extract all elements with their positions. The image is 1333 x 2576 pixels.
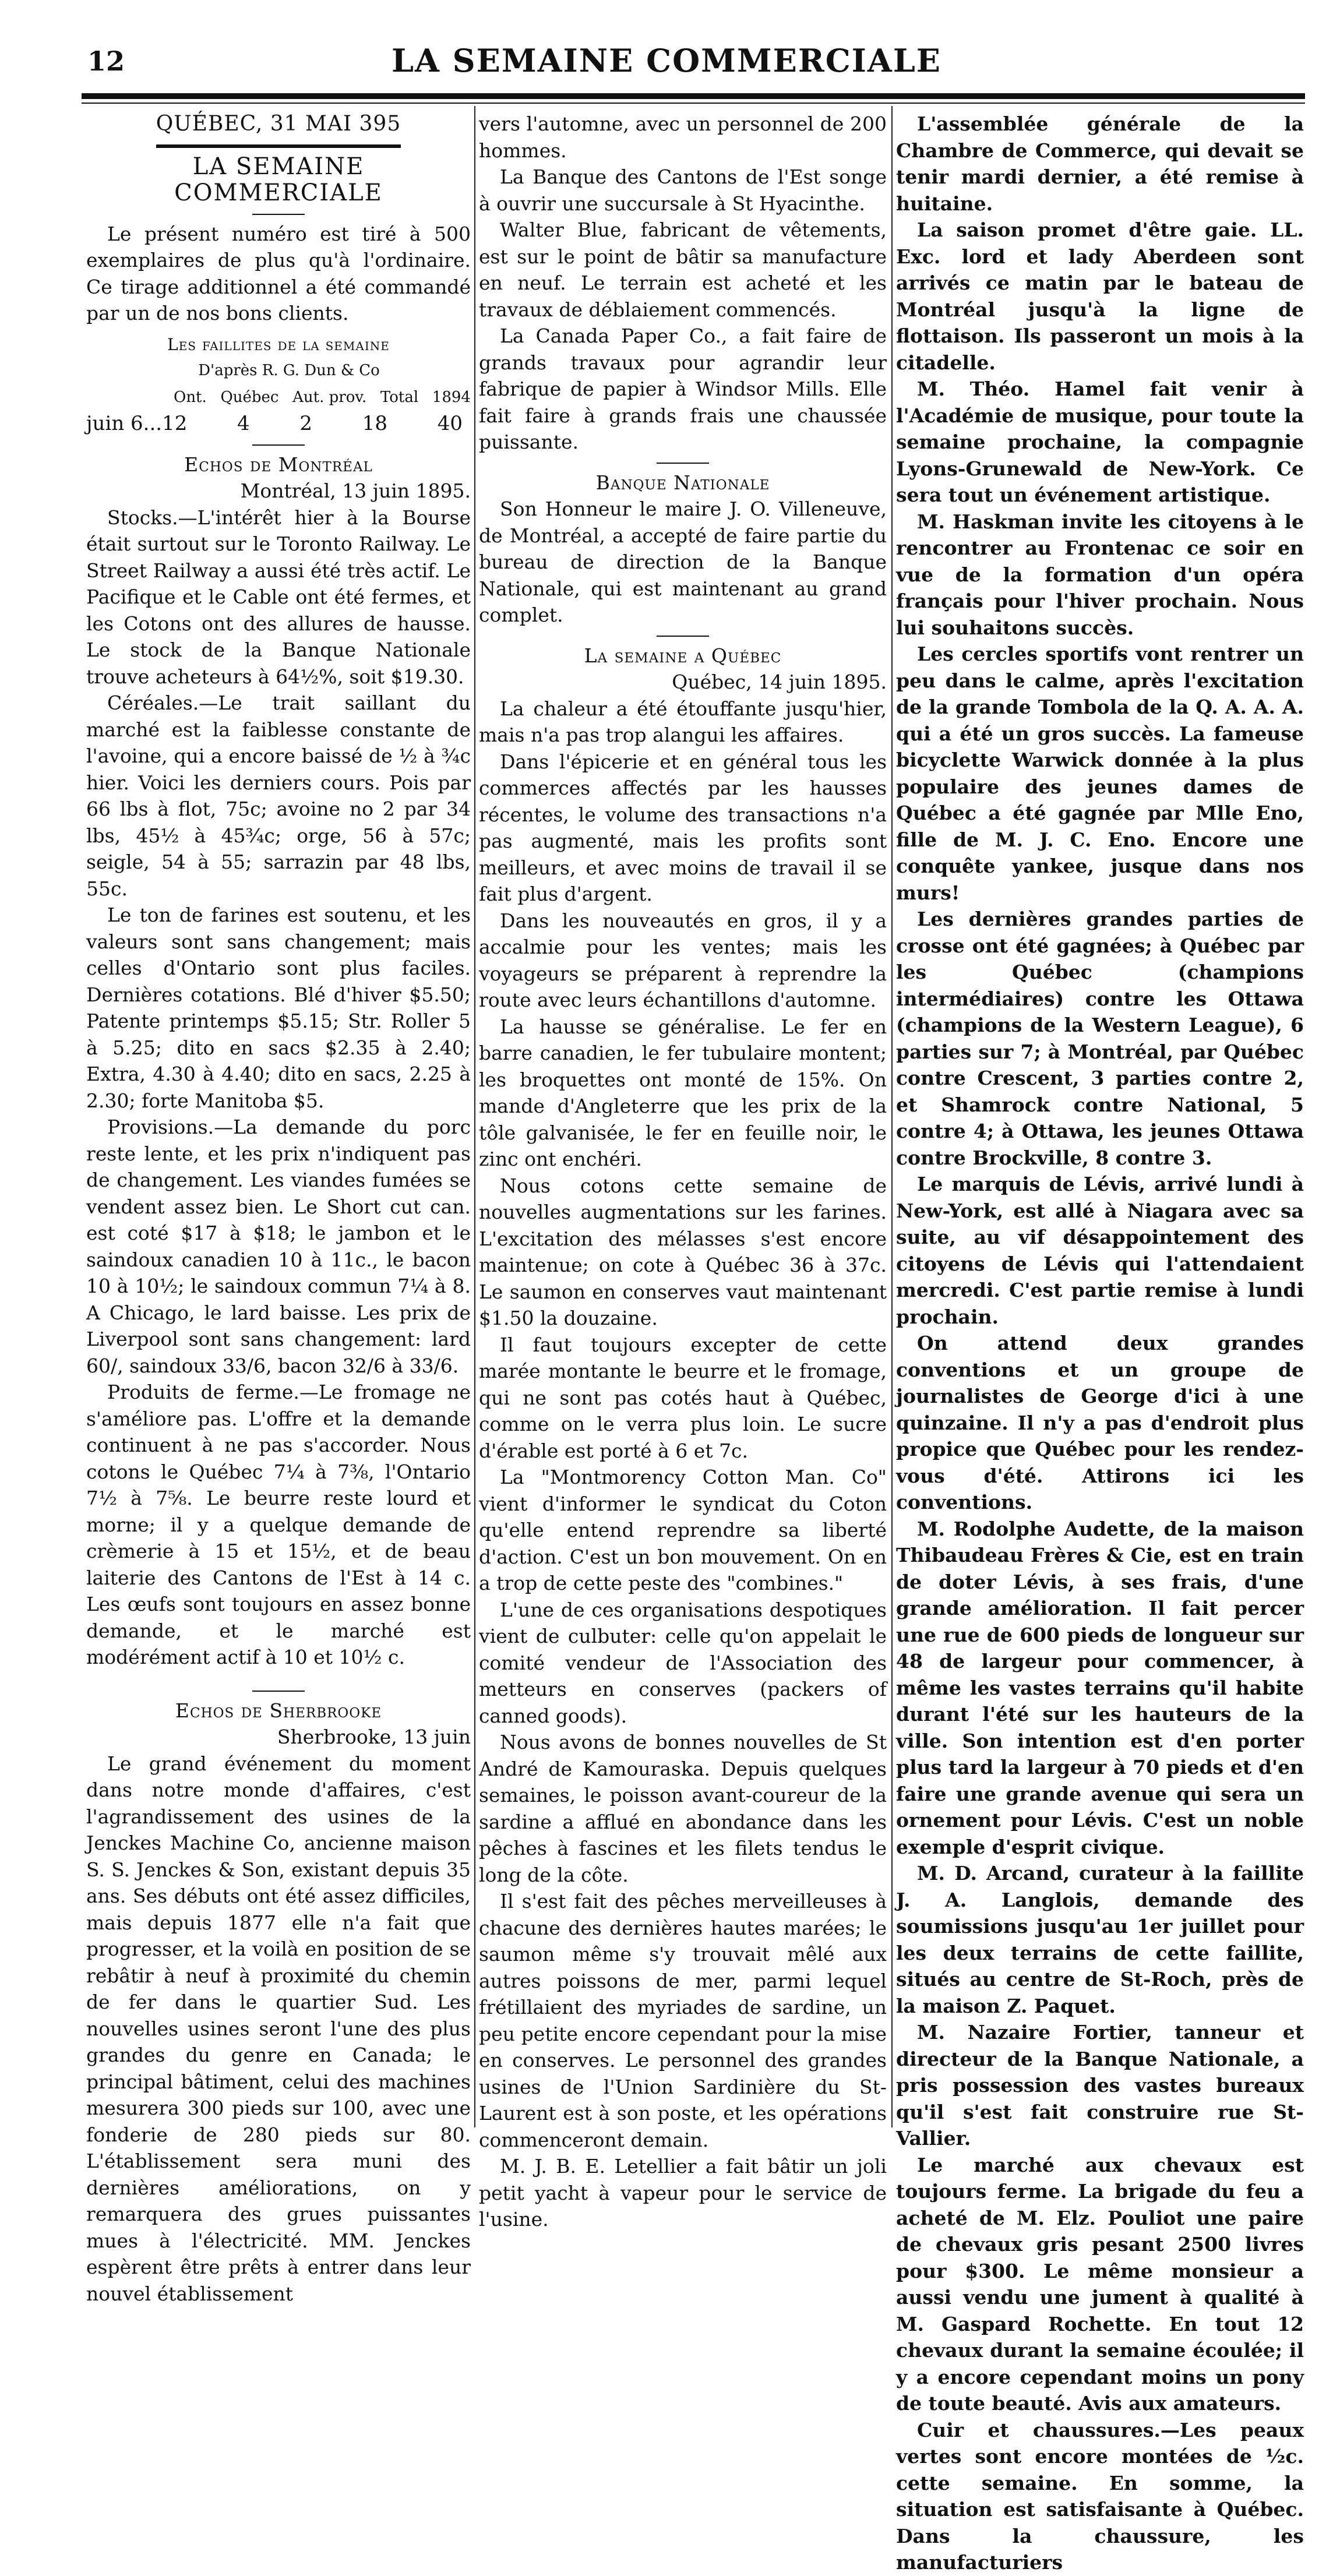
failures-title: Les faillites de la semaine [167, 334, 390, 354]
news-item: On attend deux grandes conventions et un groupe de journalistes de George d'ici à une quinzaine. Il n'y a pas d'endroit plus propice que Québec pour les rendez-vous d'été. Attirons ici les conventions. [896, 1332, 1304, 1513]
column-rule-2 [891, 106, 893, 2127]
quebec-section-title: La semaine a Québec [584, 644, 782, 667]
banque-section-title: Banque Nationale [595, 471, 770, 494]
news-item: M. Nazaire Fortier, tanneur et directeur de la Banque Nationale, a pris possession des vastes bureaux qu'il s'est fait construire rue St-Vallier. [896, 2021, 1304, 2150]
article-paragraph: Walter Blue, fabricant de vêtements, est sur le point de bâtir sa manufacture en neuf. Le terrain est acheté et les travaux de déblaiement commencés. [479, 218, 887, 321]
article-paragraph: La Banque des Cantons de l'Est songe à ouvrir une succursale à St Hyacinthe. [479, 165, 887, 215]
failures-header: Québec [220, 388, 279, 406]
news-item: L'assemblée générale de la Chambre de Commerce, qui devait se tenir mardi dernier, a été remise à huitaine. [896, 112, 1304, 215]
intro-paragraph: Le présent numéro est tiré à 500 exemplaires de plus qu'à l'ordinaire. Ce tirage additionnel a été commandé par un de nos bons clients. [86, 222, 471, 324]
quebec-paragraph: La chaleur a été étouffante jusqu'hier, mais n'a pas trop alangui les affaires. [479, 697, 887, 746]
quebec-paragraph: Nous avons de bonnes nouvelles de St André de Kamouraska. Depuis quelques semaines, le poisson avant-coureur de la sardine a afflué en abondance dans les pêches à fascines et les filets tendus le long de la côte. [479, 1731, 887, 1886]
failures-cell: juin 6...12 [86, 412, 188, 435]
divider [252, 444, 305, 446]
quebec-paragraph: Il faut toujours excepter de cette marée montante le beurre et le fromage, qui ne sont pas cotés haut à Québec, comme on le verra plus loin. Le sucre d'érable est porté à 6 et 7c. [479, 1333, 887, 1462]
failures-header: Aut. prov. [292, 388, 367, 406]
divider [252, 1691, 305, 1692]
failures-cell: 2 [299, 412, 313, 435]
sherbrooke-section-title: Echos de Sherbrooke [175, 1699, 382, 1722]
article-paragraph: vers l'automne, avec un personnel de 200 hommes. [479, 112, 887, 162]
column-3 [896, 111, 1304, 2576]
divider [252, 214, 305, 215]
column-2 [479, 111, 887, 2233]
failures-header: Total [380, 388, 419, 406]
montreal-flour: Le ton de farines est soutenu, et les valeurs sont sans changement; mais celles d'Ontario sont plus faciles. Dernières cotations. Blé d'hiver $5.50; Patente printemps $5.15; Str. Roller 5 à 5.25; dito en sacs $2.35 à 2.40; Extra, 4.30 à 4.40; dito en sacs, 2.25 à 2.30; forte Manitoba $5. [86, 904, 471, 1112]
sherbrooke-dateline: Sherbrooke, 13 juin [277, 1725, 471, 1748]
sherbrooke-paragraph: Le grand événement du moment dans notre monde d'affaires, c'est l'agrandissement des usines de la Jenckes Machine Co, ancienne maison S. S. Jenckes & Son, existant depuis 35 ans. Ses débuts ont été assez difficiles, mais depuis 1877 elle n'a fait que progresser, et la voilà en position de se rebâtir à neuf à proximité du chemin de fer dans le quartier Sud. Les nouvelles usines seront l'une des plus grandes du genre en Canada; le principal bâtiment, celui des machines mesurera 300 pieds sur 100, avec une fonderie de 280 pieds sur 80. L'établissement sera muni des dernières améliorations, on y remarquera des grues puissantes mues à l'électricité. MM. Jenckes espèrent être prêts à entrer dans leur nouvel établissement [86, 1752, 471, 2305]
montreal-section-title: Echos de Montréal [184, 453, 373, 476]
column-rule-1 [474, 106, 475, 2127]
news-item: Les dernières grandes parties de crosse ont été gagnées; à Québec par les Québec (champions intermédiaires) contre les Ottawa (champions de la Western League), 6 parties sur 7; à Montréal, par Québec contre Crescent, 3 parties contre 2, et Shamrock contre National, 5 contre 4; à Ottawa, les jeunes Ottawa contre Brockville, 8 contre 3. [896, 908, 1304, 1169]
montreal-stocks: Stocks.—L'intérêt hier à la Bourse était surtout sur le Toronto Railway. Le Street Railway a aussi été très actif. Le Pacifique et le Cable ont été fermes, et les Cotons ont des allures de hausse. Le stock de la Banque Nationale trouve acheteurs à 64½%, soit $19.30. [86, 506, 471, 688]
montreal-farm-products: Produits de ferme.—Le fromage ne s'améliore pas. L'offre et la demande continuent à ne pas s'accorder. Nous cotons le Québec 7¼ à 7⅜, l'Ontario 7½ à 7⅝. Le beurre reste lourd et morne; il y a quelque demande de crèmerie à 15 et 15½, et de beau laiterie des Cantons de l'Est à 14 c. Les œufs sont toujours en assez bonne demande, et le marché est modérément actif à 10 et 10½ c. [86, 1381, 471, 1668]
montreal-provisions: Provisions.—La demande du porc reste lente, et les prix n'indiquent pas de changement. Les viandes fumées se vendent assez bien. Le Short cut can. est coté $17 à $18; le jambon et le saindoux canadien 10 à 11c., le bacon 10 à 10½; le saindoux commun 7¼ à 8. A Chicago, le lard baisse. Les prix de Liverpool sont sans changement: lard 60/, saindoux 33/6, bacon 32/6 à 33/6. [86, 1116, 471, 1377]
failures-data-row [86, 411, 471, 437]
header-rule-thin [82, 103, 1305, 104]
news-item: M. D. Arcand, curateur à la faillite J. A. Langlois, demande des soumissions jusqu'au 1er juillet pour les deux terrains de cette faillite, situés au centre de St-Roch, près de la maison Z. Paquet. [896, 1862, 1304, 2017]
page-number: 12 [87, 45, 125, 77]
quebec-paragraph: Dans l'épicerie et en général tous les commerces affectés par les hausses récentes, le volume des transactions n'a pas augmenté, mais les profits sont meilleurs, et avec moins de travail il se fait plus d'argent. [479, 750, 887, 905]
column-1 [86, 111, 471, 2307]
masthead: LA SEMAINE COMMERCIALE [174, 153, 383, 206]
news-item: La saison promet d'être gaie. LL. Exc. lord et lady Aberdeen sont arrivés ce matin par le bateau de Montréal jusqu'à la ligne de flottaison. Ils passeront un mois à la citadelle. [896, 218, 1304, 374]
news-item: M. Théo. Hamel fait venir à l'Académie de musique, pour toute la semaine prochaine, la compagnie Lyons-Grunewald de New-York. Ce sera tout un événement artistique. [896, 377, 1304, 506]
failures-source: D'après R. G. Dun & Co [198, 362, 380, 379]
running-title: LA SEMAINE COMMERCIALE [392, 42, 941, 79]
header-rule-thick [82, 93, 1305, 99]
news-item: Le marquis de Lévis, arrivé lundi à New-York, est allé à Niagara avec sa suite, au vif désappointement des citoyens de Lévis qui l'attendaient mercredi. C'est partie remise à lundi prochain. [896, 1173, 1304, 1328]
failures-cell: 40 [437, 412, 463, 435]
news-item: M. Rodolphe Audette, de la maison Thibaudeau Frères & Cie, est en train de doter Lévis, à ses frais, d'une grande amélioration. Il fait percer une rue de 600 pieds de longueur sur 48 de largeur pour commencer, à même les vastes terrains qu'il habite durant l'été sur les hauteurs de la ville. Son intention est d'en porter plus tard la largeur à 70 pieds et d'en faire une grande avenue qui sera un ornement pour Lévis. C'est un noble exemple d'esprit civique. [896, 1517, 1304, 1858]
quebec-dateline: Québec, 14 juin 1895. [672, 671, 887, 693]
failures-header: Ont. [174, 388, 207, 406]
banque-paragraph: Son Honneur le maire J. O. Villeneuve, de Montréal, a accepté de faire partie du bureau de direction de la Banque Nationale, qui est maintenant au grand complet. [479, 497, 887, 626]
quebec-paragraph: Nous cotons cette semaine de nouvelles augmentations sur les farines. L'excitation des mélasses s'est encore maintenue; on cote à Québec 36 à 37c. Le saumon en conserves vaut maintenant $1.50 la douzaine. [479, 1174, 887, 1329]
montreal-dateline: Montréal, 13 juin 1895. [240, 479, 471, 502]
masthead-rule [156, 144, 401, 148]
quebec-paragraph: L'une de ces organisations despotiques vient de culbuter: celle qu'on appelait le comité vendeur de l'Association des metteurs en conserves (packers of canned goods). [479, 1598, 887, 1727]
failures-cell: 18 [362, 412, 387, 435]
quebec-paragraph: M. J. B. E. Letellier a fait bâtir un joli petit yacht à vapeur pour le service de l'usine. [479, 2155, 887, 2231]
news-item: Le marché aux chevaux est toujours ferme. La brigade du feu a acheté de M. Elz. Pouliot une paire de chevaux gris pesant 2500 livres pour $300. Le même monsieur a aussi vendu une jument à qualité à M. Gaspard Rochette. En tout 12 chevaux durant la semaine écoulée; il y a encore cependant moins un pony de toute beauté. Avis aux amateurs. [896, 2153, 1304, 2415]
quebec-paragraph: La "Montmorency Cotton Man. Co" vient d'informer le syndicat du Coton qu'elle entend reprendre sa liberté d'action. C'est un bon mouvement. On en a trop de cette peste des "combines." [479, 1466, 887, 1594]
news-item: Cuir et chaussures.—Les peaux vertes sont encore montées de ½c. cette semaine. En somme, la situation est satisfaisante à Québec. Dans la chaussure, les manufacturiers [896, 2418, 1304, 2574]
quebec-paragraph: Il s'est fait des pêches merveilleuses à chacune des dernières hautes marées; le saumon même s'y trouvait mêlé aux autres poissons de mer, parmi lequel frétillaient des myriades de sardine, un peu petite encore cependant pour la mise en conserves. Le personnel des grandes usines de l'Union Sardinière du St-Laurent est à son poste, et les opérations commenceront demain. [479, 1890, 887, 2151]
news-item: Les cercles sportifs vont rentrer un peu dans le calme, après l'excitation de la grande Tombola de la Q. A. A. A. qui a été un gros succès. La fameuse bicyclette Warwick donnée à la plus populaire des jeunes dames de Québec a été gagnée par Mlle Eno, fille de M. J. C. Eno. Encore une conquête yankee, jusque dans nos murs! [896, 643, 1304, 904]
failures-cell: 4 [237, 412, 250, 435]
dateline: QUÉBEC, 31 MAI 395 [156, 112, 401, 136]
failures-header-row [86, 384, 471, 411]
failures-header: 1894 [432, 388, 471, 406]
quebec-paragraph: Dans les nouveautés en gros, il y a accalmie pour les ventes; mais les voyageurs se préparent à reprendre la route avec leurs échantillons d'automne. [479, 909, 887, 1011]
quebec-paragraph: La hausse se généralise. Le fer en barre canadien, le fer tubulaire montent; les broquettes ont monté de 15%. On mande d'Angleterre que les prix de la tôle galvanisée, le fer en feuille noir, le zinc ont enchéri. [479, 1015, 887, 1170]
divider [657, 463, 709, 464]
montreal-cereals: Céréales.—Le trait saillant du marché est la faiblesse constante de l'avoine, qui a encore baissé de ½ à ¾c hier. Voici les derniers cours. Pois par 66 lbs à flot, 75c; avoine no 2 par 34 lbs, 45½ à 45¾c; orge, 56 à 57c; seigle, 54 à 55; sarrazin par 48 lbs, 55c. [86, 691, 471, 900]
article-paragraph: La Canada Paper Co., a fait faire de grands travaux pour agrandir leur fabrique de papier à Windsor Mills. Elle fait faire à grands frais une chaussée puissante. [479, 324, 887, 453]
divider [657, 636, 709, 637]
news-item: M. Haskman invite les citoyens à le rencontrer au Frontenac ce soir en vue de la formation d'un opéra français pour l'hiver prochain. Nous lui souhaitons succès. [896, 510, 1304, 639]
